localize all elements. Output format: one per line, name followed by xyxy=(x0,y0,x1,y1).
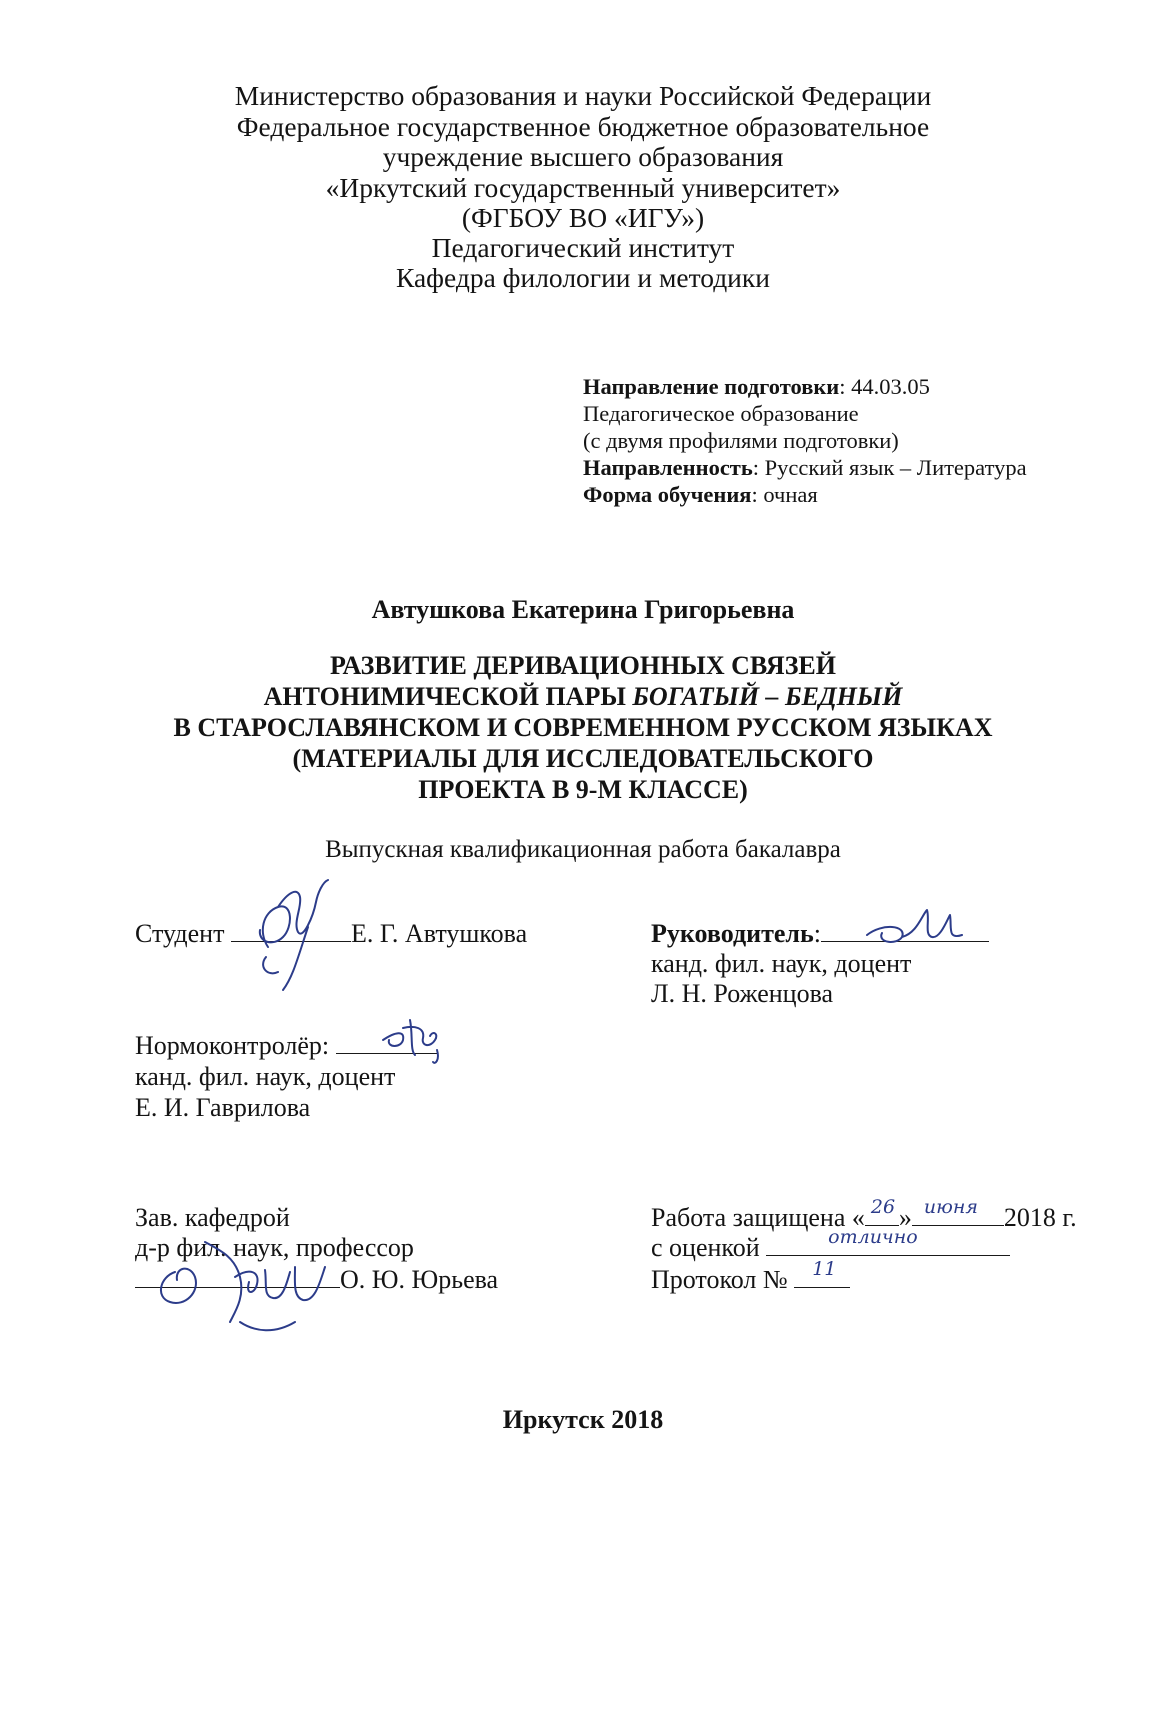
defense-prefix: Работа защищена « xyxy=(651,1203,865,1232)
defense-year: 2018 г. xyxy=(1003,1203,1077,1232)
student-name: Е. Г. Автушкова xyxy=(350,919,528,948)
protocol-label: Протокол № xyxy=(651,1265,788,1294)
defense-day: 26 xyxy=(870,1196,896,1218)
defense-month-field xyxy=(912,1196,1004,1226)
supervisor-label: Руководитель xyxy=(651,919,814,948)
direction-line-3: (с двумя профилями подготовки) xyxy=(583,428,899,453)
grade-field xyxy=(766,1226,1010,1256)
title-line: В СТАРОСЛАВЯНСКОМ И СОВРЕМЕННОМ РУССКОМ ЯЗЫКАХ xyxy=(173,713,993,742)
head-line-1: Зав. кафедрой xyxy=(135,1203,290,1232)
direction-value: : 44.03.05 xyxy=(839,374,930,399)
header-line: (ФГБОУ ВО «ИГУ») xyxy=(461,202,705,233)
normcontrol-name: Е. И. Гаврилова xyxy=(135,1093,311,1122)
title-line-italic: БОГАТЫЙ – БЕДНЫЙ xyxy=(632,682,903,711)
work-type: Выпускная квалификационная работа бакалавра xyxy=(325,836,841,863)
head-name: О. Ю. Юрьева xyxy=(340,1265,499,1294)
header-line: Педагогический институт xyxy=(431,232,735,263)
title-line: (МАТЕРИАЛЫ ДЛЯ ИССЛЕДОВАТЕЛЬСКОГО xyxy=(292,744,874,773)
form-line xyxy=(583,480,818,510)
focus-label: Направленность xyxy=(583,455,753,480)
header-line: учреждение высшего образования xyxy=(382,141,784,172)
defense-month: июня xyxy=(923,1196,978,1218)
grade-label: с оценкой xyxy=(651,1233,760,1262)
supervisor-name: Л. Н. Роженцова xyxy=(651,979,834,1008)
title-line-prefix: АНТОНИМИЧЕСКОЙ ПАРЫ xyxy=(263,682,633,711)
form-value: : очная xyxy=(751,482,818,507)
city-year: Иркутск 2018 xyxy=(502,1405,664,1434)
title-line: ПРОЕКТА В 9-М КЛАССЕ) xyxy=(418,775,748,804)
header-line: Кафедра филологии и методики xyxy=(396,262,770,293)
header-line: Министерство образования и науки Российской Федерации xyxy=(234,80,932,111)
author-name: Автушкова Екатерина Григорьевна xyxy=(371,595,795,624)
title-line: РАЗВИТИЕ ДЕРИВАЦИОННЫХ СВЯЗЕЙ xyxy=(329,651,836,680)
normcontrol-degree: канд. фил. наук, доцент xyxy=(135,1062,396,1091)
defense-mid: » xyxy=(898,1203,912,1232)
direction-line-2: Педагогическое образование xyxy=(583,401,859,426)
protocol-field xyxy=(794,1258,850,1288)
header-line: «Иркутский государственный университет» xyxy=(325,172,841,203)
supervisor-degree: канд. фил. наук, доцент xyxy=(651,949,912,978)
form-label: Форма обучения xyxy=(583,482,752,507)
student-label: Студент xyxy=(135,919,225,948)
student-signature xyxy=(238,872,348,997)
direction-line xyxy=(583,372,930,402)
head-line-2: д-р фил. наук, профессор xyxy=(135,1233,414,1262)
title-line xyxy=(0,681,1166,713)
head-signature xyxy=(145,1222,345,1342)
protocol-number: 11 xyxy=(812,1258,837,1280)
direction-label: Направление подготовки xyxy=(583,374,840,399)
normcontrol-label: Нормоконтролёр: xyxy=(135,1031,330,1060)
focus-line xyxy=(583,453,1027,483)
protocol-line xyxy=(651,1258,850,1296)
supervisor-colon: : xyxy=(813,919,822,948)
header-line: Федеральное государственное бюджетное образовательное xyxy=(236,111,930,142)
supervisor-signature xyxy=(862,905,972,950)
focus-value: : Русский язык – Литература xyxy=(752,455,1027,480)
grade-value: отлично xyxy=(828,1226,918,1248)
